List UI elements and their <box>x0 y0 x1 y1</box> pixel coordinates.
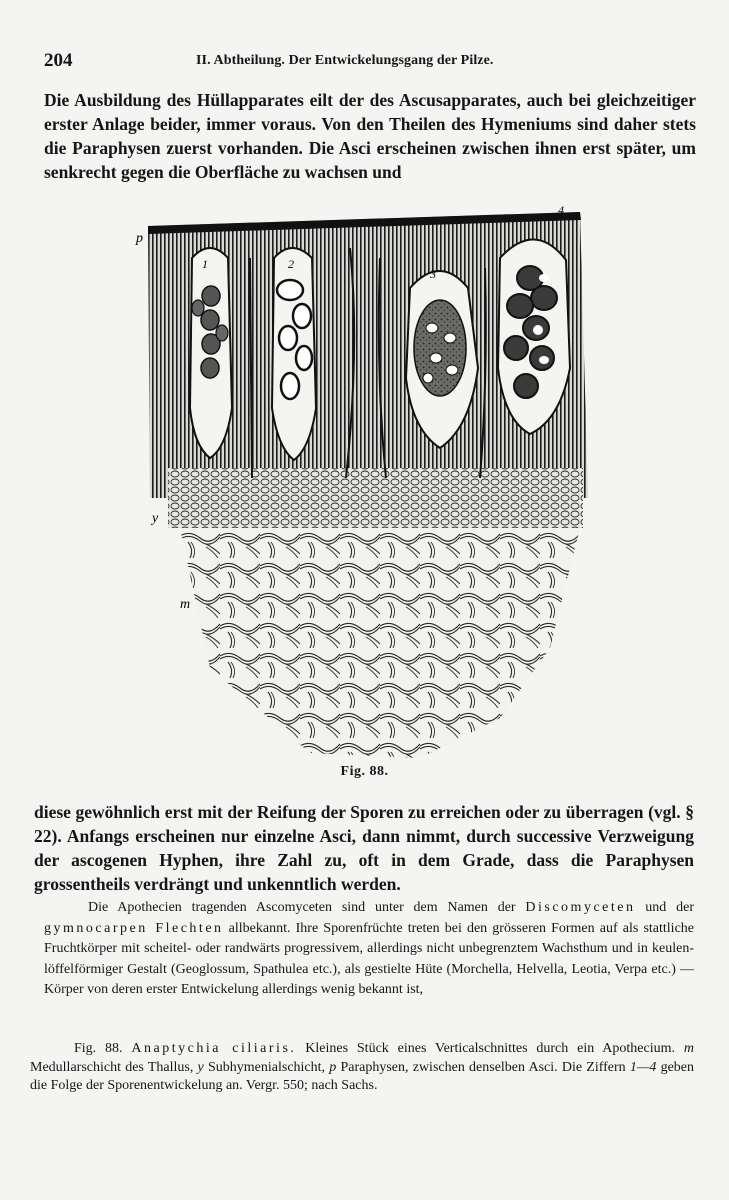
apothecium-section-drawing <box>136 198 600 758</box>
label-1: 1 <box>202 257 208 271</box>
subhymenial-layer <box>168 468 583 528</box>
label-2: 2 <box>288 257 294 271</box>
small-text-1: Die Apothecien tragenden Ascomyceten sind unter dem Namen der <box>88 900 526 915</box>
discomyceten-term: Discomyceten <box>525 900 636 915</box>
page-number: 204 <box>44 50 73 71</box>
medulla-layer <box>180 528 580 758</box>
figure-label: Fig. 88. <box>340 764 389 779</box>
body-paragraph-bottom: diese gewöhnlich erst mit der Reifung der Sporen zu erreichen oder zu überragen (vgl. § 22). Anfangs erscheinen nur einzelne Asci, dann nimmt, durch successive Verzweigung der ascogenen Hyphen, ihre Zahl zu, oft in dem Grade, dass die Paraphysen grossentheils verdrängt und unkenntlich werden. <box>34 802 694 894</box>
caption-text-1: Kleines Stück eines Verticalschnittes durch ein Apothecium. <box>296 1041 684 1056</box>
label-m: m <box>180 597 191 612</box>
caption-m: m <box>683 1041 695 1056</box>
caption-species: Anaptychia ciliaris. <box>131 1041 297 1056</box>
label-3: 3 <box>430 267 436 281</box>
caption-p: p <box>329 1059 337 1075</box>
caption-range: 1—4 <box>629 1059 657 1075</box>
caption-text-2: Medullarschicht des Thallus, <box>30 1059 198 1075</box>
label-4: 4 <box>558 203 564 217</box>
body-paragraph-top: Die Ausbildung des Hüllapparates eilt der des Ascusapparates, auch bei gleichzeitiger erster Anlage beider, immer voraus. Von den Theilen des Hymeniums sind daher stets die Paraphysen zuerst vorhanden. Die Asci erscheinen zwischen ihnen erst später, um senkrecht gegen die Oberfläche zu wachsen und <box>44 90 696 182</box>
ascus-1 <box>190 248 232 458</box>
caption-fig-ref: Fig. 88. <box>74 1041 123 1056</box>
figure-caption <box>30 1040 694 1096</box>
caption-y: y <box>197 1059 204 1075</box>
figure-88-illustration <box>136 198 600 758</box>
running-title: II. Abtheilung. Der Entwickelungsgang der Pilze. <box>196 53 494 68</box>
caption-text-5: geben die Folge der Sporenentwickelung an. Vergr. 550; nach Sachs. <box>30 1059 694 1093</box>
ascus-2 <box>272 248 316 460</box>
small-print-paragraph <box>44 898 694 1001</box>
gymnocarpen-term: gymnocarpen Flechten <box>44 920 224 936</box>
label-y: y <box>152 511 159 526</box>
label-p: p <box>136 231 143 246</box>
caption-text-4: Paraphysen, zwischen denselben Asci. Die Ziffern <box>336 1059 630 1075</box>
small-text-2: und der <box>635 900 694 915</box>
small-text-3: allbekannt. Ihre Sporenfrüchte treten bei den grösseren Formen auf als stattliche Fruchtkörper mit scheitel- oder randwärts progressivem, allerdings nicht unbegrenztem Wachsthum und in keulen-löffelförmiger Gestalt (Geoglossum, Spathulea etc.), als gestielte Hüte (Morchella, Helvella, Leotia, Verpa etc.) — Körper von deren erster Entwickelung allerdings wenig bekannt ist, <box>44 920 694 997</box>
caption-text-3: Subhymenialschicht, <box>203 1059 330 1075</box>
ascus-4 <box>498 239 570 434</box>
page-header <box>44 50 704 76</box>
